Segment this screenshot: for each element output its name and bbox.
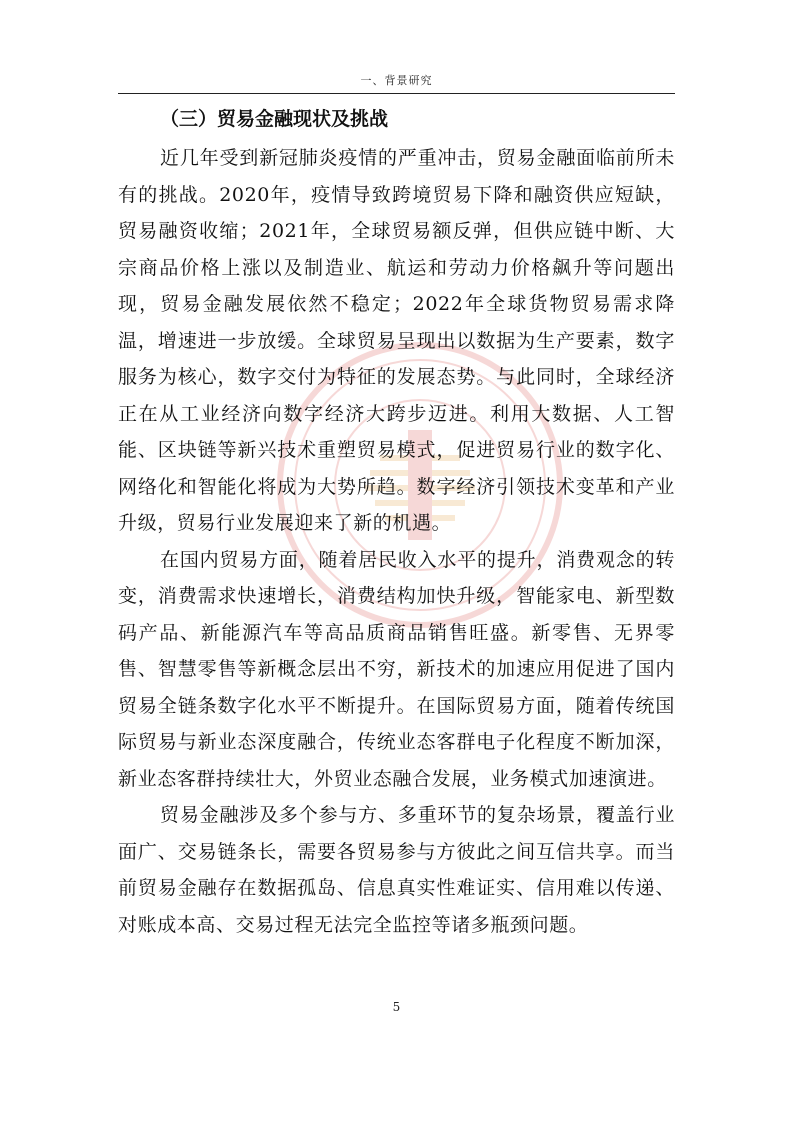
paragraph: 近几年受到新冠肺炎疫情的严重冲击，贸易金融面临前所未有的挑战。2020年，疫情导致跨境贸易下降和融资供应短缺，贸易融资收缩；2021年，全球贸易额反弹，但供应链中断、大宗商品价格上涨以及制造业、航运和劳动力价格飙升等问题出现，贸易金融发展依然不稳定；2022年全球货物贸易需求降温，增速进一步放缓。全球贸易呈现出以数据为生产要素，数字服务为核心，数字交付为特征的发展态势。与此同时，全球经济正在从工业经济向数字经济大跨步迈进。利用大数据、人工智能、区块链等新兴技术重塑贸易模式，促进贸易行业的数字化、网络化和智能化将成为大势所趋。数字经济引领技术变革和产业升级，贸易行业发展迎来了新的机遇。	[118, 147, 675, 534]
section-title: （三）贸易金融现状及挑战	[160, 108, 389, 130]
paragraph: 贸易金融涉及多个参与方、多重环节的复杂场景，覆盖行业面广、交易链条长，需要各贸易参与方彼此之间互信共享。而当前贸易金融存在数据孤岛、信息真实性难证实、信用难以传递、对账成本高、交易过程无法完全监控等诸多瓶颈问题。	[118, 804, 675, 936]
body-text	[118, 140, 675, 943]
paragraph: 在国内贸易方面，随着居民收入水平的提升，消费观念的转变，消费需求快速增长，消费结构加快升级，智能家电、新型数码产品、新能源汽车等高品质商品销售旺盛。新零售、无界零售、智慧零售等新概念层出不穷，新技术的加速应用促进了国内贸易全链条数字化水平不断提升。在国际贸易方面，随着传统国际贸易与新业态深度融合，传统业态客群电子化程度不断加深，新业态客群持续壮大，外贸业态融合发展，业务模式加速演进。	[118, 548, 675, 790]
header-divider	[118, 93, 675, 94]
page-number: 5	[392, 1000, 401, 1014]
running-header: 一、背景研究	[360, 74, 433, 87]
